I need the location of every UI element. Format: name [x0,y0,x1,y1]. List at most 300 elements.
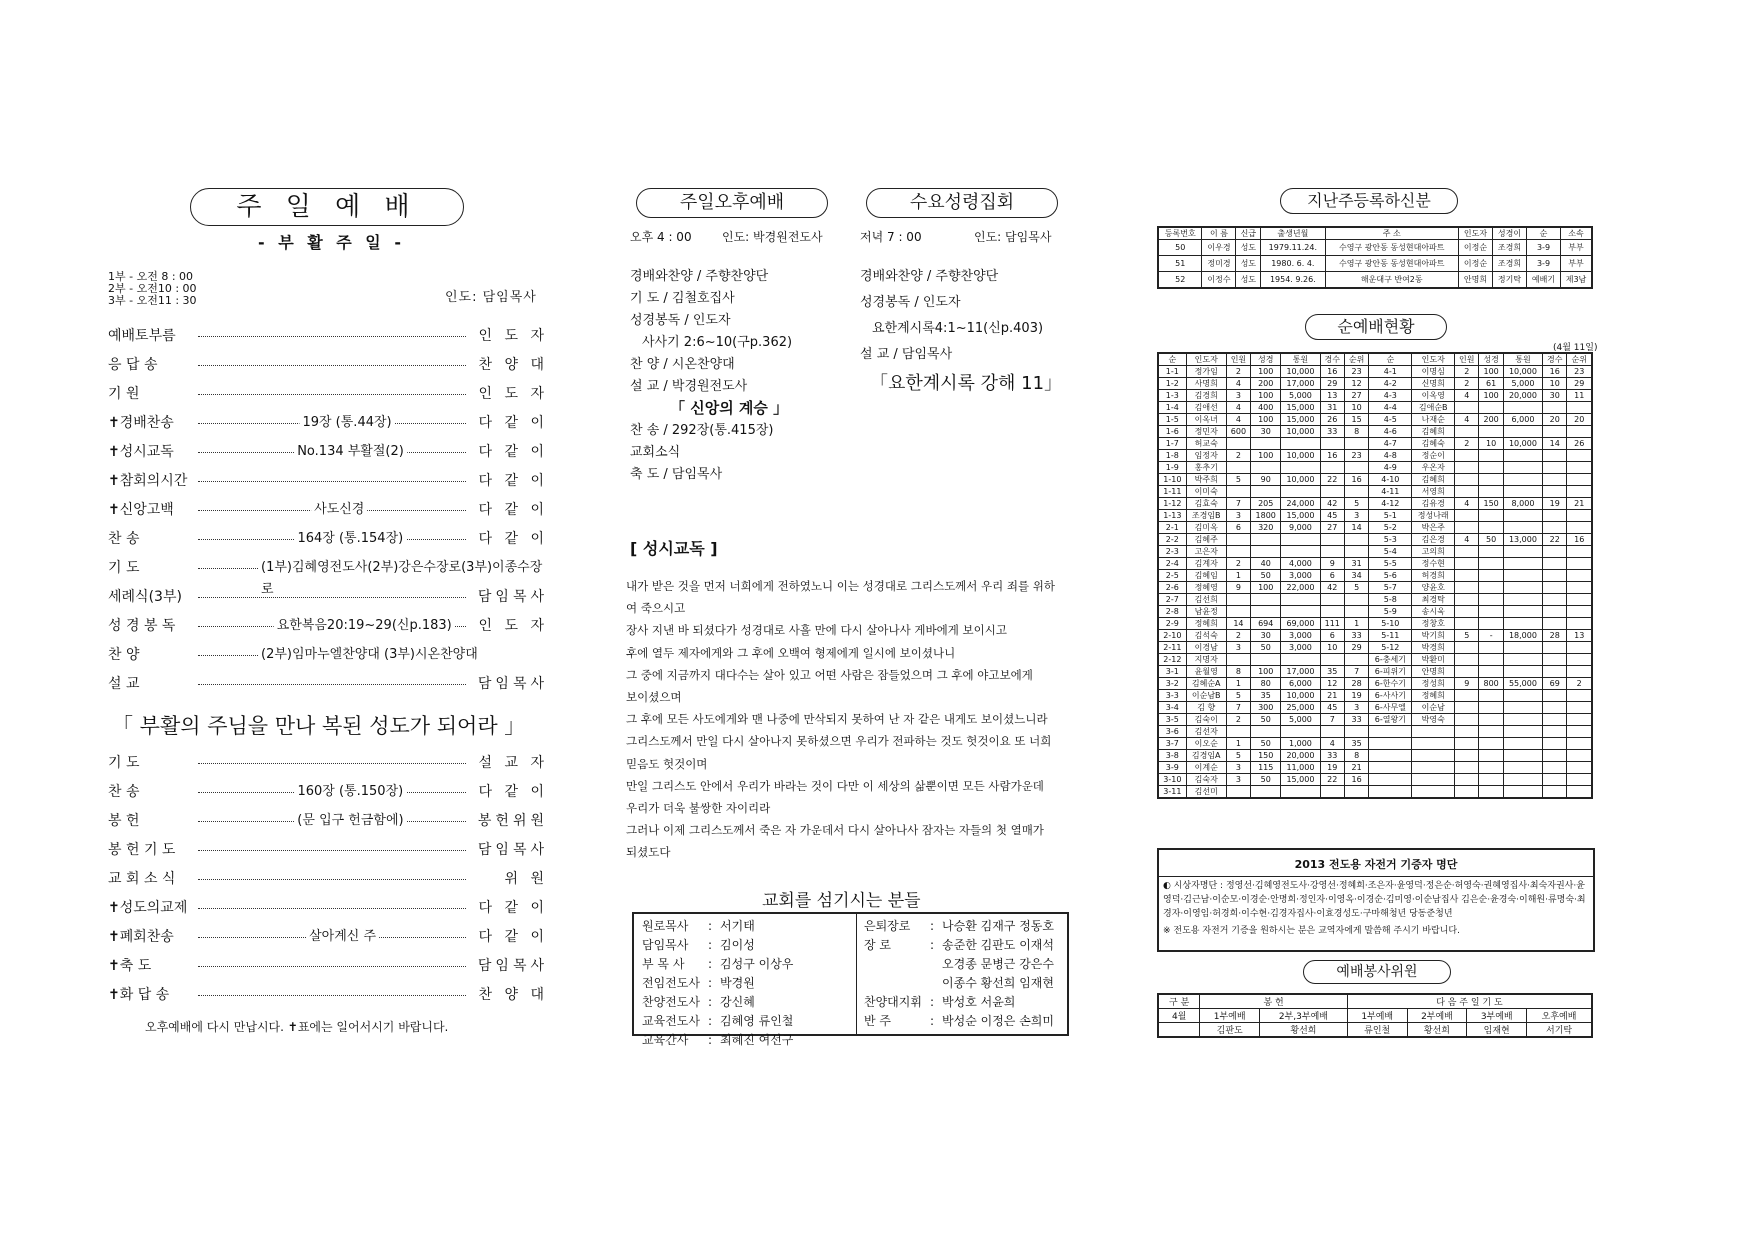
serve-subheader-cell: 오후예배 [1527,1009,1592,1023]
order-label: ✝참회의시간 [108,473,188,489]
att-cell: 4-8 [1369,450,1412,462]
staff-row [860,916,1058,935]
att-cell [1344,594,1368,606]
order-person: 다 같 이 [478,784,548,800]
att-cell [1567,690,1592,702]
att-cell: 10 [1320,642,1344,654]
att-cell [1567,486,1592,498]
att-cell: 5-7 [1369,582,1412,594]
order-row [108,955,548,977]
att-cell [1503,558,1542,570]
att-cell: 14 [1543,438,1567,450]
att-cell: 90 [1251,474,1281,486]
att-cell: 10 [1344,402,1368,414]
order-row [108,897,548,919]
staff-role: 찬양전도사 [642,995,700,1009]
list-line: 경배와찬양 / 주향찬양단 [860,269,999,284]
reg-cell: 조경희 [1492,240,1526,256]
att-cell: 6-사사기 [1369,690,1412,702]
staff-left-table [638,916,797,1049]
order-content: (문 입구 헌금함에) [294,810,406,832]
att-cell: 6-한수기 [1369,678,1412,690]
att-cell: 5 [1226,474,1250,486]
att-cell [1455,618,1479,630]
att-cell: 3,000 [1281,570,1320,582]
bicycle-donor-note: ※ 전도용 자전거 기증을 원하시는 분은 교역자에게 말씀해 주시기 바랍니다. [1163,926,1460,936]
main-leader: 인도: 담임목사 [445,290,537,305]
att-cell: 김효숙 [1186,498,1226,510]
att-cell: 허경희 [1412,570,1455,582]
att-cell: 4 [1455,390,1479,402]
att-cell [1479,474,1503,486]
staff-role: 반 주 [864,1014,891,1028]
att-cell: 9 [1226,582,1250,594]
reg-cell: 정미경 [1202,256,1236,272]
serve-cell: 서기탁 [1527,1023,1592,1038]
att-cell: 40 [1251,558,1281,570]
att-cell: 6-사무엘 [1369,702,1412,714]
att-cell [1479,462,1503,474]
att-cell: 24,000 [1281,498,1320,510]
staff-colon: : [707,937,713,952]
att-cell: 1-13 [1158,510,1186,522]
staff-row [860,973,1058,992]
reg-cell: 부부 [1561,256,1592,272]
staff-row [638,954,797,973]
att-cell: 21 [1344,762,1368,774]
serve-cell: 황선희 [1407,1023,1467,1038]
att-cell [1320,546,1344,558]
att-cell: 3-3 [1158,690,1186,702]
att-cell: 5 [1344,498,1368,510]
att-empty-cell [1503,774,1542,786]
att-cell: 1 [1226,678,1250,690]
att-header-cell: 순 [1158,353,1186,366]
att-cell [1567,426,1592,438]
att-cell [1503,510,1542,522]
att-cell: 김숙이 [1186,714,1226,726]
att-header-cell: 경수 [1320,353,1344,366]
att-cell [1455,546,1479,558]
att-cell: 정혜희 [1186,618,1226,630]
staff-role [860,954,926,973]
att-cell: 3 [1344,510,1368,522]
attendance-title-pill [1305,314,1447,340]
att-cell: 22 [1543,534,1567,546]
att-cell: 김경희 [1186,390,1226,402]
serve-subheader-row [1158,1009,1592,1023]
service-time-1: 1부 - 오전 8 : 00 [108,270,194,283]
att-empty-cell [1503,738,1542,750]
att-cell [1226,594,1250,606]
att-cell: 42 [1320,582,1344,594]
wed-service-title: 수요성령집회 [909,192,1015,213]
att-cell: 정혜영 [1186,582,1226,594]
att-cell: 4-7 [1369,438,1412,450]
att-cell: 33 [1320,750,1344,762]
att-cell [1320,462,1344,474]
order-row [108,984,548,1006]
att-cell [1479,642,1503,654]
att-cell: 3 [1226,510,1250,522]
staff-colon [926,954,938,973]
att-cell: 김 향 [1186,702,1226,714]
att-cell: 2 [1226,630,1250,642]
order-row [108,839,548,861]
att-cell [1281,486,1320,498]
att-cell: 69,000 [1281,618,1320,630]
att-cell: 320 [1251,522,1281,534]
att-cell [1281,462,1320,474]
att-cell: 6 [1226,522,1250,534]
att-cell [1503,450,1542,462]
att-empty-cell [1412,786,1455,799]
order-person: 담임목사 [477,842,548,858]
reg-cell: 이정수 [1202,272,1236,289]
reg-cell: 성도 [1236,272,1261,289]
att-cell: 5-10 [1369,618,1412,630]
table-row [1158,498,1592,510]
att-empty-cell [1503,762,1542,774]
att-cell: 3-10 [1158,774,1186,786]
attendance-date: (4월 11일) [1553,343,1598,353]
bicycle-donor-names: ◐ 시상자명단 : 정영선·김혜영전도사·강영선·정혜희·조은자·윤영덕·정은순·허영숙·권혜영집사·최숙자권사·윤영덕·김근남·이순모·이경순·안명희·정인자·이영옥·이경순·김미영·이순남집사 김은순·윤경숙·이해원·류명숙·최경자·이영임·허경희·이수현·김경자집사·이효경성도·구마해청년 당동준청년 [1163,881,1586,919]
att-cell: 3-6 [1158,726,1186,738]
order-label: 찬 송 [108,784,140,800]
list-line: 후에 열두 제자에게와 그 후에 오백여 형제에게 일시에 보이셨나니 [626,645,956,660]
att-cell: 16 [1567,534,1592,546]
att-cell [1455,558,1479,570]
table-row [1158,1023,1592,1038]
list-line: 그 후에 모든 사도에게와 맨 나중에 만삭되지 못하여 난 자 같은 내게도 보이셨느니라 [626,712,1048,727]
att-cell: 1-11 [1158,486,1186,498]
att-cell: 김미옥 [1186,522,1226,534]
order-label: ✝신앙고백 [108,502,174,518]
att-cell [1543,546,1567,558]
att-cell: 5-3 [1369,534,1412,546]
att-cell: 1-1 [1158,366,1186,378]
att-cell: 31 [1320,402,1344,414]
att-cell [1281,654,1320,666]
att-cell: 김혜순A [1186,678,1226,690]
att-cell: 박은주 [1412,522,1455,534]
att-cell [1567,558,1592,570]
att-cell [1503,606,1542,618]
att-cell: 42 [1320,498,1344,510]
att-cell [1567,462,1592,474]
order-label: 성 경 봉 독 [108,618,176,634]
att-cell: 50 [1251,714,1281,726]
att-cell: 19 [1320,762,1344,774]
serve-subheader-cell: 2부,3부예배 [1260,1009,1348,1023]
att-empty-cell [1369,774,1412,786]
att-cell: 4 [1455,534,1479,546]
order-person: 다 같 이 [478,531,548,547]
att-cell: 15,000 [1281,510,1320,522]
att-cell [1543,402,1567,414]
staff-colon: : [707,975,713,990]
att-empty-cell [1455,774,1479,786]
att-cell [1543,462,1567,474]
att-cell: 우온자 [1412,462,1455,474]
att-cell: 80 [1251,678,1281,690]
att-cell [1479,522,1503,534]
att-cell: 1 [1344,618,1368,630]
reg-cell: 1954. 9.26. [1261,272,1325,289]
att-empty-cell [1412,750,1455,762]
att-cell [1344,438,1368,450]
order-label: 봉 헌 기 도 [108,842,176,858]
table-row [1158,558,1592,570]
att-cell [1251,462,1281,474]
att-cell: 정순이 [1412,450,1455,462]
att-cell: 6 [1320,570,1344,582]
att-cell [1281,438,1320,450]
reg-header-cell: 소속 [1561,227,1592,240]
att-cell: 20 [1543,414,1567,426]
att-cell: 14 [1344,522,1368,534]
att-cell [1226,654,1250,666]
att-cell: 이옥영 [1412,390,1455,402]
att-cell: 5,000 [1503,378,1542,390]
att-cell: 27 [1344,390,1368,402]
reg-header-cell: 등록번호 [1158,227,1202,240]
order-label: ✝성도의교제 [108,900,188,916]
order-person: 다 같 이 [478,444,548,460]
att-cell: 나재순 [1412,414,1455,426]
order-row [108,615,548,637]
att-cell [1455,570,1479,582]
staff-role: 장 로 [864,938,891,952]
table-row [1158,582,1592,594]
att-empty-cell [1369,786,1412,799]
att-cell: 이순남B [1186,690,1226,702]
list-line: 그러나 이제 그리스도께서 죽은 자 가운데서 다시 살아나사 잠자는 자들의 첫 열매가 [626,823,1044,838]
staff-colon: : [707,1013,713,1028]
wed-time: 저녁 7 : 00 [860,230,922,244]
att-cell [1543,474,1567,486]
table-row [1158,762,1592,774]
att-cell: 김석숙 [1186,630,1226,642]
list-line: 내가 받은 것을 먼저 너희에게 전하였노니 이는 성경대로 그리스도께서 우리 죄를 위하 [626,579,1056,593]
attendance-table [1157,352,1593,799]
att-cell: 111 [1320,618,1344,630]
att-cell: 허교숙 [1186,438,1226,450]
serve-cell: 김판도 [1200,1023,1260,1038]
att-cell: 1-2 [1158,378,1186,390]
att-empty-cell [1369,726,1412,738]
att-cell [1479,426,1503,438]
att-cell: 김혜주 [1186,534,1226,546]
table-row [1158,414,1592,426]
serve-subheader-cell: 1부예배 [1200,1009,1260,1023]
att-cell: 이계순 [1186,762,1226,774]
att-cell [1344,462,1368,474]
att-cell: 2 [1455,378,1479,390]
order-label: 교 회 소 식 [108,871,176,887]
att-cell: 김선미 [1186,786,1226,799]
staff-names: 송준한 김판도 이재석 [942,938,1054,952]
att-cell: 3,000 [1281,642,1320,654]
order-person: 설 교 자 [478,755,548,771]
att-cell [1344,606,1368,618]
att-cell: 최경탁 [1412,594,1455,606]
att-cell: 2 [1226,450,1250,462]
att-empty-cell [1479,726,1503,738]
order-label: 봉 헌 [108,813,140,829]
att-cell: 1-12 [1158,498,1186,510]
registration-title-pill [1280,188,1458,214]
table-row [1158,786,1592,799]
serve-cell: 임재현 [1467,1023,1527,1038]
att-empty-cell [1369,762,1412,774]
att-cell: 3-11 [1158,786,1186,799]
staff-names: 서기태 [720,919,755,933]
att-cell: 33 [1320,426,1344,438]
order-person: 봉헌위원 [477,813,548,829]
att-header-cell: 성경 [1479,353,1503,366]
att-cell: 김애순B [1412,402,1455,414]
att-empty-cell [1543,750,1567,762]
att-cell: 이순남 [1412,702,1455,714]
att-cell: 28 [1344,678,1368,690]
att-header-cell: 순 [1369,353,1412,366]
order-person: 다 같 이 [478,929,548,945]
att-cell [1503,714,1542,726]
att-cell: 50 [1251,642,1281,654]
order-label: ✝축 도 [108,958,152,974]
staff-names: 강신혜 [720,995,755,1009]
att-cell: 4 [1226,402,1250,414]
att-cell: 35 [1344,738,1368,750]
att-cell: 4-5 [1369,414,1412,426]
att-cell [1543,558,1567,570]
reg-cell: 1980. 6. 4. [1261,256,1325,272]
att-cell [1455,654,1479,666]
reg-header-cell: 주 소 [1325,227,1458,240]
list-line: 보이셨으며 [626,690,682,704]
att-cell [1320,786,1344,799]
att-cell: 2-5 [1158,570,1186,582]
att-cell: 17,000 [1281,378,1320,390]
att-cell: 30 [1543,390,1567,402]
att-cell [1479,546,1503,558]
att-cell: 22 [1320,474,1344,486]
list-line: 「 신앙의 계승 」 [670,399,789,417]
order-label: 응 답 송 [108,357,158,373]
order-label: ✝경배찬송 [108,415,174,431]
att-cell: 13,000 [1503,534,1542,546]
order-row [108,470,548,492]
att-cell: 5 [1455,630,1479,642]
att-cell: 694 [1251,618,1281,630]
table-row [1158,522,1592,534]
att-cell [1567,594,1592,606]
att-empty-cell [1543,726,1567,738]
att-cell: 3-8 [1158,750,1186,762]
main-service-title-pill [190,188,464,226]
order-row [108,412,548,434]
order-label: ✝성시교독 [108,444,174,460]
att-cell: 2 [1455,438,1479,450]
att-cell: 6,000 [1503,414,1542,426]
order-row [108,325,548,347]
table-row [1158,594,1592,606]
att-cell [1567,654,1592,666]
att-cell: 5 [1344,582,1368,594]
att-cell [1226,606,1250,618]
att-cell [1455,606,1479,618]
reg-cell: 성도 [1236,240,1261,256]
att-cell: 1-6 [1158,426,1186,438]
att-cell [1251,606,1281,618]
att-header-cell: 인원 [1226,353,1250,366]
att-cell: 31 [1344,558,1368,570]
att-cell: 김선자 [1186,726,1226,738]
att-empty-cell [1567,726,1592,738]
reg-cell: 3-9 [1527,256,1561,272]
att-empty-cell [1567,738,1592,750]
att-empty-cell [1543,762,1567,774]
order-row [108,528,548,550]
att-empty-cell [1412,762,1455,774]
list-line: 설 교 / 박경원전도사 [630,379,748,394]
att-cell: 5-11 [1369,630,1412,642]
order-row [108,441,548,463]
order-row [108,499,548,521]
att-cell [1543,666,1567,678]
table-row [1158,402,1592,414]
att-cell [1320,606,1344,618]
table-row [1158,690,1592,702]
staff-role: 교육간사 [642,1033,689,1047]
att-empty-cell [1412,774,1455,786]
order-leader-dots [198,394,466,395]
att-empty-cell [1543,738,1567,750]
att-cell: 100 [1479,366,1503,378]
list-line: 「요한계시록 강해 11」 [870,373,1063,394]
att-cell: 29 [1320,378,1344,390]
serve-subheader-cell: 1부예배 [1347,1009,1407,1023]
att-cell [1503,618,1542,630]
att-cell: 2 [1455,366,1479,378]
registration-title: 지난주등록하신분 [1307,191,1431,210]
att-cell: 2-4 [1158,558,1186,570]
staff-role: 찬양대지휘 [864,995,922,1009]
order-leader-dots [198,481,466,482]
staff-role: 은퇴장로 [864,919,911,933]
att-cell [1226,546,1250,558]
att-cell: 김선희 [1186,594,1226,606]
att-empty-cell [1369,750,1412,762]
order-row [108,868,548,890]
order-person: 다 같 이 [478,473,548,489]
att-cell [1567,510,1592,522]
att-header-cell: 성경 [1251,353,1281,366]
staff-role: 전임전도사 [642,976,700,990]
att-cell [1455,474,1479,486]
att-cell: 신명희 [1412,378,1455,390]
att-cell: 6-피위기 [1369,666,1412,678]
worship-order-list-2 [108,752,548,1012]
att-cell [1226,726,1250,738]
att-cell: 이오순 [1186,738,1226,750]
staff-colon: : [929,1013,935,1028]
att-cell [1226,534,1250,546]
att-cell: 안명희 [1412,666,1455,678]
att-cell [1281,606,1320,618]
att-empty-cell [1455,762,1479,774]
